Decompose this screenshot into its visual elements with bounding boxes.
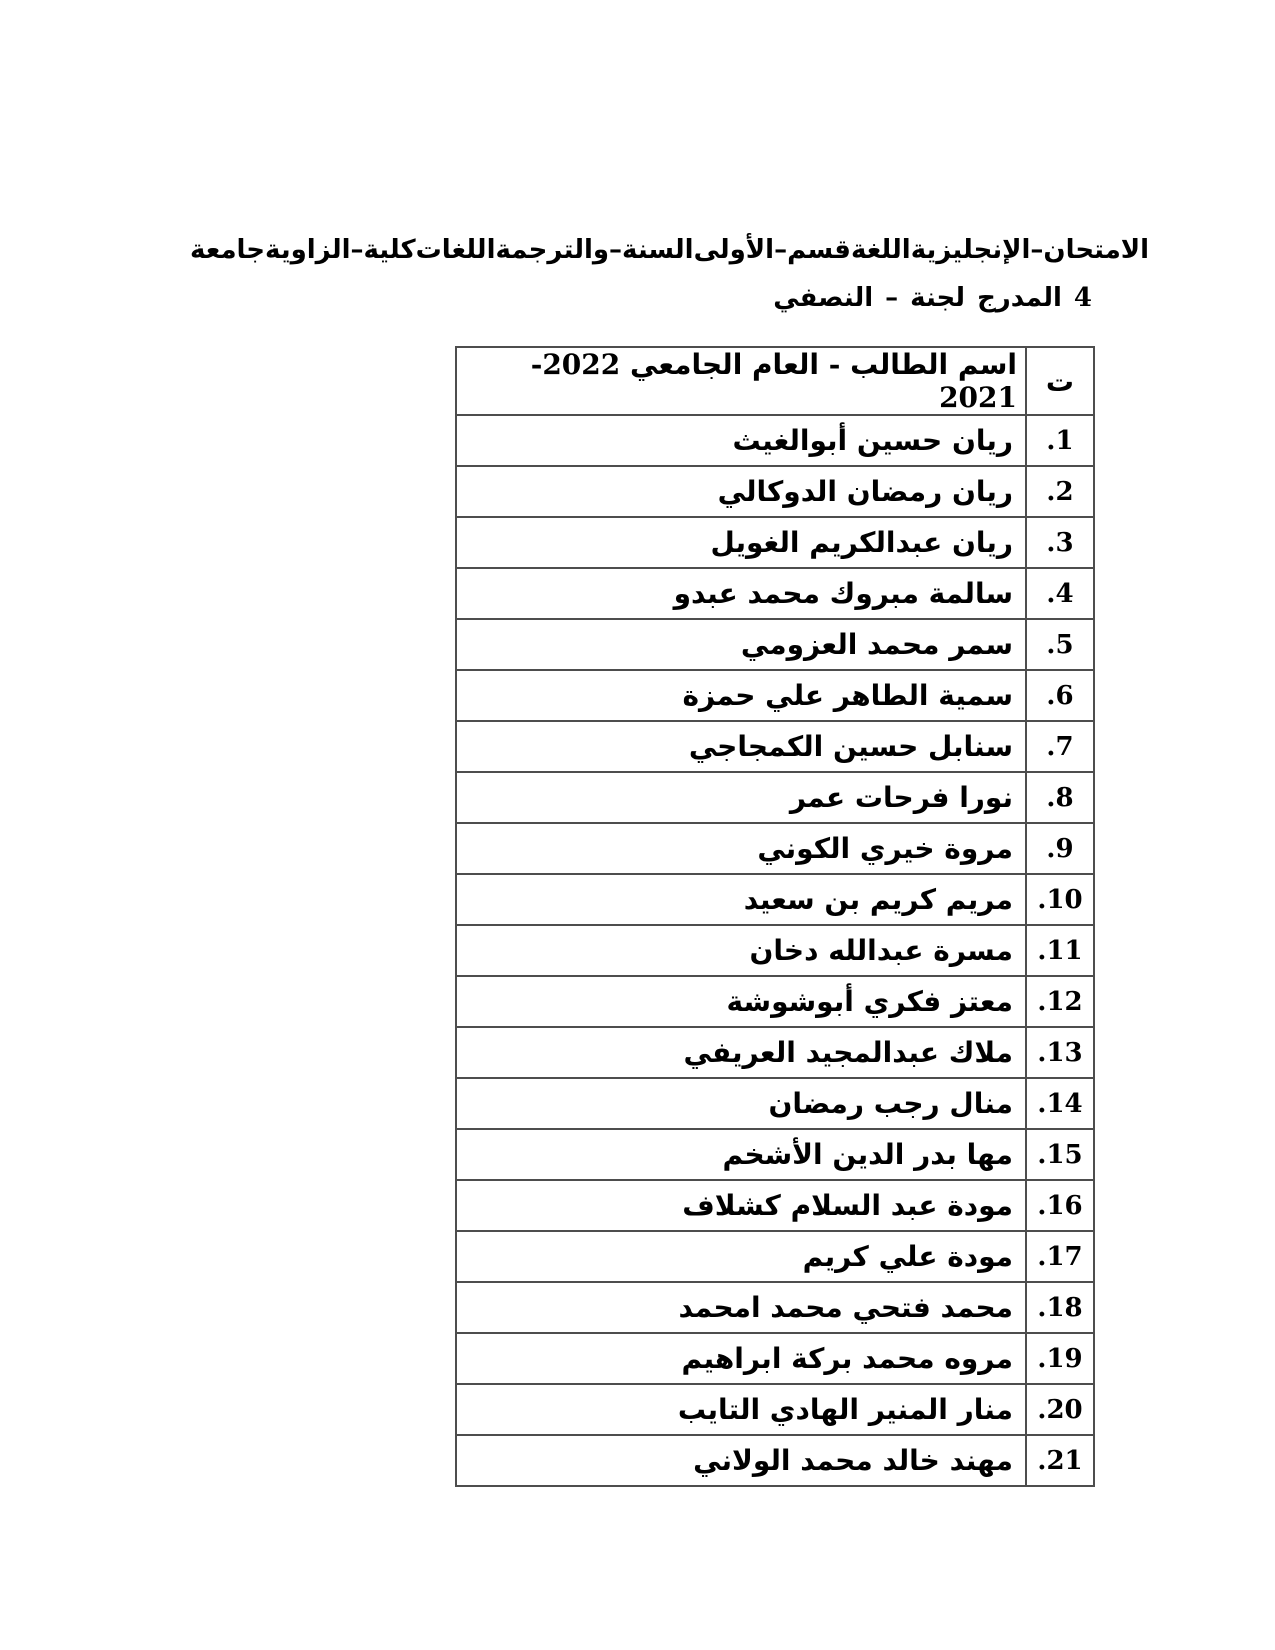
student-name-cell: ريان حسين أبوالغيث	[456, 415, 1026, 466]
title-word: –	[885, 283, 899, 314]
table-row	[456, 874, 1094, 925]
title-word: لجنة	[910, 283, 966, 314]
students-table-body	[456, 415, 1094, 1486]
title-word: اللغة	[850, 235, 911, 265]
student-name-cell: مودة عبد السلام كشلاف	[456, 1180, 1026, 1231]
student-name-cell: سمية الطاهر علي حمزة	[456, 670, 1026, 721]
title-word: الامتحان	[1043, 235, 1150, 265]
title-word: اللغات	[415, 235, 496, 265]
row-number-cell: 1.	[1026, 415, 1094, 466]
student-name-cell: معتز فكري أبوشوشة	[456, 976, 1026, 1027]
title-word: والترجمة	[495, 235, 610, 265]
row-number-cell: 18.	[1026, 1282, 1094, 1333]
student-name-cell: مريم كريم بن سعيد	[456, 874, 1026, 925]
title-word: الإنجليزية	[910, 235, 1031, 265]
row-number-cell: 4.	[1026, 568, 1094, 619]
title-word: النصفي	[773, 283, 874, 314]
title-word: –	[774, 235, 788, 265]
student-name-cell: محمد فتحي محمد امحمد	[456, 1282, 1026, 1333]
table-row	[456, 619, 1094, 670]
table-row	[456, 1333, 1094, 1384]
table-row	[456, 517, 1094, 568]
title-word: السنة	[622, 235, 694, 265]
table-row	[456, 1180, 1094, 1231]
student-name-cell: منار المنير الهادي التايب	[456, 1384, 1026, 1435]
row-number-cell: 21.	[1026, 1435, 1094, 1486]
student-name-cell: ريان رمضان الدوكالي	[456, 466, 1026, 517]
student-name-cell: مودة علي كريم	[456, 1231, 1026, 1282]
student-name-cell: ملاك عبدالمجيد العريفي	[456, 1027, 1026, 1078]
table-row	[456, 415, 1094, 466]
row-number-cell: 9.	[1026, 823, 1094, 874]
col-header-student-name: اسم الطالب - العام الجامعي 2022-2021	[456, 347, 1026, 415]
table-row	[456, 925, 1094, 976]
row-number-cell: 16.	[1026, 1180, 1094, 1231]
row-number-cell: 6.	[1026, 670, 1094, 721]
row-number-cell: 2.	[1026, 466, 1094, 517]
table-row	[456, 976, 1094, 1027]
row-number-cell: 11.	[1026, 925, 1094, 976]
table-row	[456, 1384, 1094, 1435]
row-number-cell: 13.	[1026, 1027, 1094, 1078]
title-word: الزاوية–	[265, 235, 364, 265]
student-name-cell: مهند خالد محمد الولاني	[456, 1435, 1026, 1486]
student-name-cell: سنابل حسين الكمجاجي	[456, 721, 1026, 772]
row-number-cell: 19.	[1026, 1333, 1094, 1384]
row-number-cell: 17.	[1026, 1231, 1094, 1282]
document-title-line2	[190, 283, 1092, 314]
table-row	[456, 772, 1094, 823]
title-word: 4	[1073, 283, 1092, 314]
table-row	[456, 1435, 1094, 1486]
student-name-cell: مروة خيري الكوني	[456, 823, 1026, 874]
student-name-cell: منال رجب رمضان	[456, 1078, 1026, 1129]
table-header-row	[456, 347, 1094, 415]
student-name-cell: مروه محمد بركة ابراهيم	[456, 1333, 1026, 1384]
table-row	[456, 1282, 1094, 1333]
row-number-cell: 7.	[1026, 721, 1094, 772]
row-number-cell: 3.	[1026, 517, 1094, 568]
students-table	[455, 346, 1095, 1487]
table-row	[456, 670, 1094, 721]
title-word: –	[1030, 235, 1044, 265]
table-row	[456, 1231, 1094, 1282]
student-name-cell: نورا فرحات عمر	[456, 772, 1026, 823]
table-row	[456, 568, 1094, 619]
row-number-cell: 14.	[1026, 1078, 1094, 1129]
title-word: قسم	[787, 235, 851, 265]
title-word: المدرج	[977, 283, 1062, 314]
title-word: جامعة	[190, 235, 266, 265]
table-row	[456, 1027, 1094, 1078]
student-name-cell: مسرة عبدالله دخان	[456, 925, 1026, 976]
table-row	[456, 721, 1094, 772]
table-row	[456, 1078, 1094, 1129]
document-title	[190, 235, 1150, 314]
title-word: الأولى	[693, 235, 775, 265]
table-row	[456, 466, 1094, 517]
student-name-cell: مها بدر الدين الأشخم	[456, 1129, 1026, 1180]
col-header-index: ت	[1026, 347, 1094, 415]
row-number-cell: 5.	[1026, 619, 1094, 670]
row-number-cell: 10.	[1026, 874, 1094, 925]
row-number-cell: 15.	[1026, 1129, 1094, 1180]
table-row	[456, 823, 1094, 874]
document-title-line1	[190, 235, 1150, 266]
student-name-cell: سالمة مبروك محمد عبدو	[456, 568, 1026, 619]
title-word: –	[609, 235, 623, 265]
row-number-cell: 20.	[1026, 1384, 1094, 1435]
row-number-cell: 12.	[1026, 976, 1094, 1027]
student-name-cell: سمر محمد العزومي	[456, 619, 1026, 670]
student-name-cell: ريان عبدالكريم الغويل	[456, 517, 1026, 568]
table-row	[456, 1129, 1094, 1180]
title-word: كلية	[363, 235, 416, 265]
row-number-cell: 8.	[1026, 772, 1094, 823]
